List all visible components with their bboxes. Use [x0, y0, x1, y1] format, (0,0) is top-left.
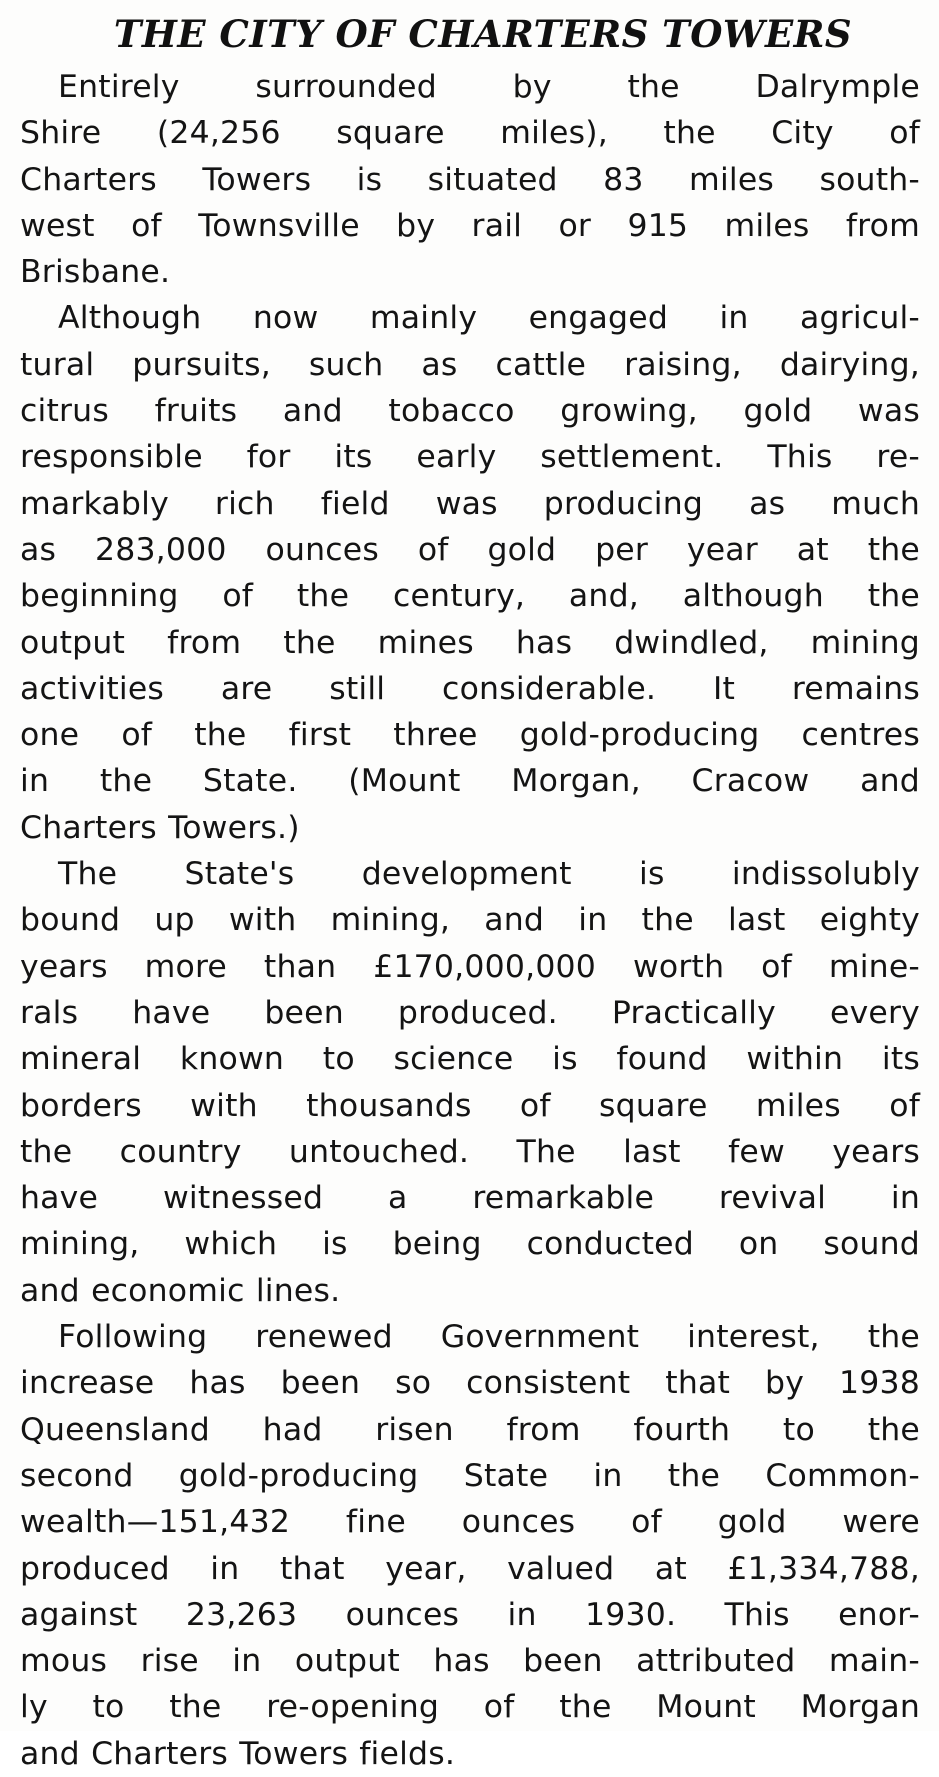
text-line: activities are still considerable. It remains [20, 670, 920, 707]
text-line: Shire (24,256 square miles), the City of [20, 115, 920, 152]
text-line: Queensland had risen from fourth to the [20, 1411, 920, 1448]
text-line: mineral known to science is found within its [20, 1041, 920, 1078]
text-line: produced in that year, valued at £1,334,788, [20, 1550, 920, 1587]
text-line: citrus fruits and tobacco growing, gold was [20, 393, 920, 430]
text-line: Entirely surrounded by the Dalrymple [58, 69, 920, 105]
text-line: Although now mainly engaged in agricul- [58, 300, 920, 337]
text-line: ly to the re-opening of the Mount Morgan [20, 1689, 920, 1726]
text-line: mining, which is being conducted on sound [20, 1226, 920, 1263]
text-line: in the State. (Mount Morgan, Cracow and [20, 763, 920, 800]
text-line: Charters Towers.) [20, 809, 300, 846]
paragraph-gold-history [20, 295, 920, 851]
text-line: beginning of the century, and, although the [20, 578, 920, 615]
text-line: and Charters Towers fields. [20, 1735, 456, 1772]
text-line: borders with thousands of square miles of [20, 1087, 920, 1124]
text-line: years more than £170,000,000 worth of mine- [20, 948, 920, 985]
text-line: increase has been so consistent that by 1938 [20, 1365, 920, 1402]
text-line: against 23,263 ounces in 1930. This enor- [20, 1596, 920, 1633]
text-line: second gold-producing State in the Common- [20, 1457, 920, 1494]
paragraph-mining-development [20, 851, 920, 1314]
article-column [20, 4, 920, 1777]
text-line: the country untouched. The last few years [20, 1133, 920, 1170]
text-line: Following renewed Government interest, the [58, 1319, 920, 1356]
text-line: responsible for its early settlement. This re- [20, 439, 920, 476]
text-line: Brisbane. [20, 254, 171, 291]
text-line: mous rise in output has been attributed main- [20, 1643, 920, 1680]
text-line: bound up with mining, and in the last eighty [20, 902, 920, 939]
text-line: west of Townsville by rail or 915 miles from [20, 207, 920, 244]
text-line: wealth—151,432 fine ounces of gold were [20, 1504, 920, 1541]
article-title: THE CITY OF CHARTERS TOWERS [113, 12, 853, 56]
paragraph-location [20, 64, 920, 295]
text-line: and economic lines. [20, 1272, 341, 1309]
text-line: have witnessed a remarkable revival in [20, 1180, 920, 1217]
text-line: markably rich field was producing as much [20, 485, 920, 522]
text-line: one of the first three gold-producing centres [20, 717, 920, 754]
paragraph-gold-output [20, 1314, 920, 1777]
text-line: as 283,000 ounces of gold per year at the [20, 531, 920, 568]
text-line: The State's development is indissolubly [58, 856, 920, 893]
text-line: tural pursuits, such as cattle raising, dairying, [20, 346, 920, 383]
text-line: rals have been produced. Practically every [20, 994, 920, 1031]
text-line: output from the mines has dwindled, mining [20, 624, 920, 661]
text-line: Charters Towers is situated 83 miles south- [20, 161, 920, 198]
